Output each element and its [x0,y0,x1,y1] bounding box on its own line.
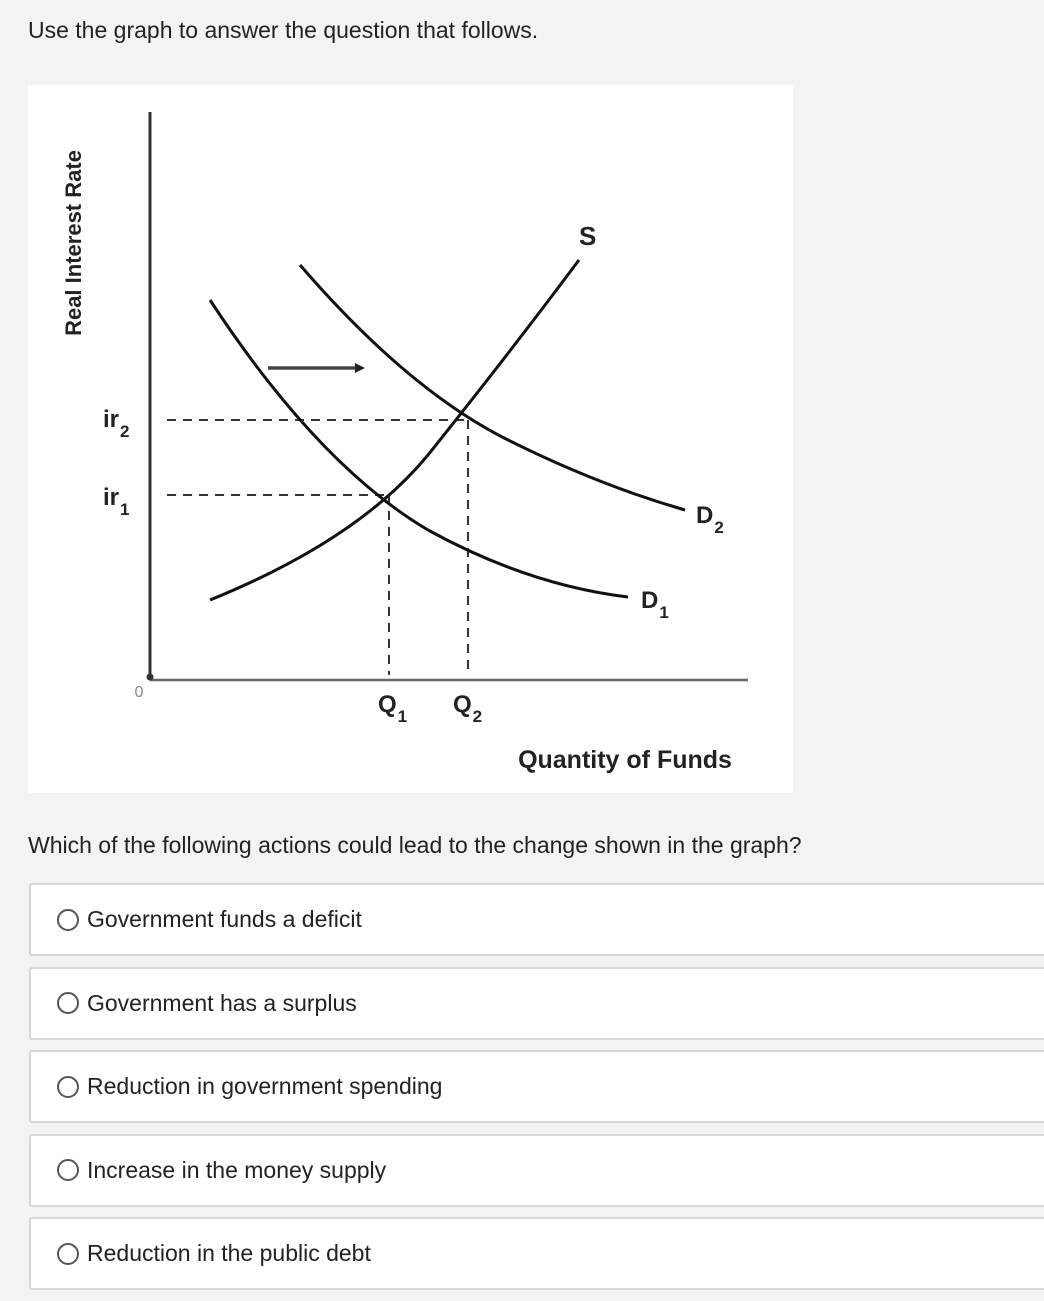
answer-option[interactable] [29,1050,1044,1123]
option-label: Reduction in the public debt [87,1240,371,1266]
loanable-funds-graph [28,85,793,793]
q1-tick-label: Q1 [378,691,408,726]
answer-option[interactable] [29,1217,1044,1290]
ir2-tick-label: ir2 [103,406,130,441]
option-label: Increase in the money supply [87,1156,387,1183]
question-text: Which of the following actions could lead to the change shown in the graph? [28,832,802,858]
d2-curve-label: D2 [696,502,724,537]
demand-curve-d1 [210,300,628,597]
option-label: Reduction in government spending [87,1073,443,1099]
supply-curve-label: S [579,221,597,251]
radio-button[interactable] [57,1159,79,1181]
option-label: Government has a surplus [87,989,357,1016]
supply-curve [210,260,579,600]
y-axis-label: Real Interest Rate [61,150,86,336]
answer-option[interactable] [29,1134,1044,1207]
ir1-tick-label: ir1 [103,484,130,519]
radio-button[interactable] [57,909,79,931]
x-axis-label: Quantity of Funds [518,746,732,774]
answer-option[interactable] [29,967,1044,1040]
origin-label: 0 [134,684,144,701]
graph-panel [28,85,793,793]
demand-curve-d2 [300,265,685,510]
q2-tick-label: Q2 [453,691,483,726]
origin-dot [147,674,154,681]
answer-option[interactable] [29,883,1044,956]
instruction-text: Use the graph to answer the question that follows. [28,17,539,43]
answer-options [29,883,1044,1301]
radio-button[interactable] [57,992,79,1014]
radio-button[interactable] [57,1076,79,1098]
d1-curve-label: D1 [641,587,669,622]
radio-button[interactable] [57,1243,79,1265]
option-label: Government funds a deficit [87,906,362,932]
